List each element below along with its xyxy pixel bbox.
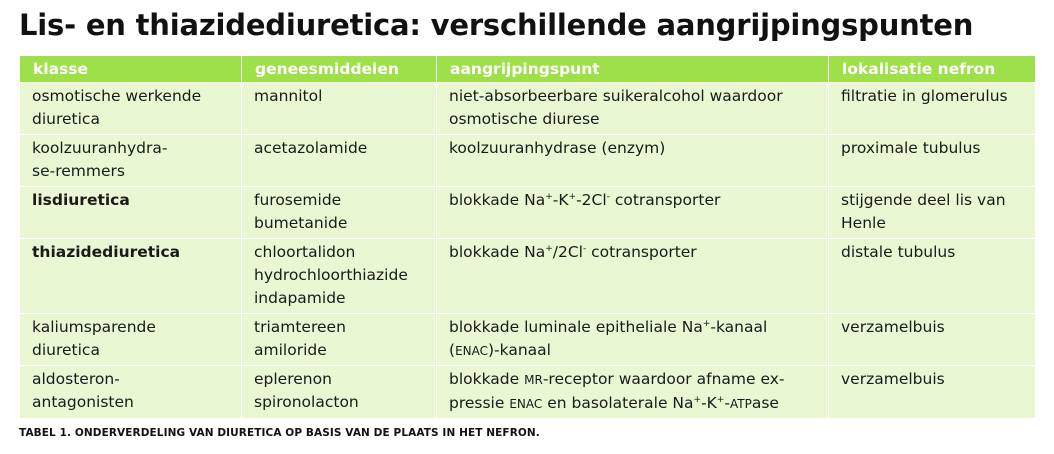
cell-line: bumetanide: [254, 214, 348, 232]
cell-line: spironolacton: [254, 393, 359, 411]
header-lokalisatie-nefron: lokalisatie nefron: [829, 56, 1036, 83]
table-row: [20, 187, 1036, 239]
small-caps-text: MR: [524, 373, 543, 387]
table-row: [20, 135, 1036, 187]
cell-aangrijpingspunt: [437, 239, 829, 314]
cell-aangrijpingspunt: [437, 187, 829, 239]
small-caps-text: ATP: [729, 397, 752, 411]
text-fragment: -receptor waardoor afname ex-: [542, 370, 785, 388]
cell-line: chloortalidon: [254, 243, 356, 261]
cell-lokalisatie: [829, 314, 1036, 366]
cell-line: furosemide: [254, 191, 342, 209]
cell-line: eplerenon: [254, 370, 332, 388]
cell-aangrijpingspunt: [437, 83, 829, 135]
text-fragment: )-kanaal: [488, 341, 551, 359]
cell-geneesmiddelen: [242, 187, 437, 239]
cell-klasse: [20, 239, 242, 314]
cell-lokalisatie: [829, 239, 1036, 314]
table-caption: TABEL 1. ONDERVERDELING VAN DIURETICA OP BASIS VAN DE PLAATS IN HET NEFRON.: [19, 427, 540, 439]
cell-line: thiazidediuretica: [32, 243, 181, 261]
cell-line: acetazolamide: [254, 139, 368, 157]
header-aangrijpingspunt: aangrijpingspunt: [437, 56, 829, 83]
cell-geneesmiddelen: [242, 314, 437, 366]
superscript: -: [606, 192, 610, 202]
cell-line: antagonisten: [32, 393, 134, 411]
cell-line: [449, 392, 822, 416]
text-fragment: en basolaterale Na: [542, 394, 694, 412]
text-fragment: /2Cl: [552, 243, 583, 261]
cell-line: osmotische diurese: [449, 110, 600, 128]
text-fragment: pressie: [449, 394, 510, 412]
table-row: [20, 314, 1036, 366]
cell-line: [449, 339, 822, 363]
superscript: -: [582, 244, 587, 254]
cell-line: [449, 316, 822, 339]
superscript: +: [545, 192, 553, 202]
table-row: [20, 239, 1036, 314]
cell-line: amiloride: [254, 341, 327, 359]
cell-line: indapamide: [254, 289, 346, 307]
text-fragment: -: [724, 394, 730, 412]
cell-line: aldosteron-: [32, 370, 120, 388]
superscript: +: [568, 192, 577, 202]
text-fragment: ase: [751, 394, 779, 412]
cell-klasse: [20, 187, 242, 239]
cell-geneesmiddelen: [242, 83, 437, 135]
cell-line: [449, 368, 822, 392]
cell-lokalisatie: [829, 187, 1036, 239]
cell-aangrijpingspunt: [437, 314, 829, 366]
cell-lokalisatie: [829, 366, 1036, 419]
cell-line: Henle: [841, 214, 886, 232]
superscript: +: [716, 395, 725, 405]
cell-line: niet-absorbeerbare suikeralcohol waardoor: [449, 87, 783, 105]
cell-lokalisatie: [829, 83, 1036, 135]
cell-line: triamtereen: [254, 318, 346, 336]
superscript: +: [545, 244, 553, 254]
cell-line: [449, 189, 822, 212]
text-fragment: -2Cl: [576, 191, 607, 209]
cell-klasse: [20, 83, 242, 135]
header-klasse: klasse: [20, 56, 242, 83]
superscript: +: [693, 395, 702, 405]
table-row: [20, 83, 1036, 135]
cell-line: mannitol: [254, 87, 323, 105]
cell-line: distale tubulus: [841, 243, 956, 261]
small-caps-text: ENAC: [509, 397, 543, 411]
page-title: Lis- en thiazidediuretica: verschillende aangrijpingspunten: [19, 8, 974, 42]
cell-line: [449, 241, 822, 264]
cell-klasse: [20, 366, 242, 419]
cell-geneesmiddelen: [242, 366, 437, 419]
cell-line: proximale tubulus: [841, 139, 981, 157]
cell-geneesmiddelen: [242, 239, 437, 314]
text-fragment: blokkade Na: [449, 243, 546, 261]
cell-line: verzamelbuis: [841, 318, 945, 336]
cell-line: diuretica: [32, 110, 100, 128]
cell-line: diuretica: [32, 341, 100, 359]
cell-line: osmotische werkende: [32, 87, 202, 105]
cell-geneesmiddelen: [242, 135, 437, 187]
cell-line: filtratie in glomerulus: [841, 87, 1008, 105]
text-fragment: -kanaal: [710, 318, 768, 336]
cell-line: lisdiuretica: [32, 191, 130, 209]
table-header-row: [20, 56, 1036, 83]
cell-aangrijpingspunt: [437, 135, 829, 187]
cell-line: kaliumsparende: [32, 318, 156, 336]
cell-line: koolzuuranhydrase (enzym): [449, 139, 666, 157]
text-fragment: blokkade Na: [449, 191, 546, 209]
text-fragment: -K: [701, 394, 717, 412]
cell-aangrijpingspunt: [437, 366, 829, 419]
text-fragment: (: [449, 341, 456, 359]
cell-klasse: [20, 135, 242, 187]
text-fragment: cotransporter: [609, 191, 721, 209]
cell-line: hydrochloorthiazide: [254, 266, 408, 284]
cell-line: koolzuuranhydra-: [32, 139, 168, 157]
text-fragment: blokkade: [449, 370, 525, 388]
cell-line: stijgende deel lis van: [841, 191, 1006, 209]
header-geneesmiddelen: geneesmiddelen: [242, 56, 437, 83]
cell-klasse: [20, 314, 242, 366]
cell-line: se-remmers: [32, 162, 125, 180]
text-fragment: cotransporter: [586, 243, 697, 261]
text-fragment: blokkade luminale epitheliale Na: [449, 318, 703, 336]
text-fragment: -K: [552, 191, 569, 209]
table-row: [20, 366, 1036, 419]
small-caps-text: ENAC: [455, 344, 488, 358]
diuretica-table: [19, 56, 1036, 419]
cell-lokalisatie: [829, 135, 1036, 187]
cell-line: verzamelbuis: [841, 370, 945, 388]
superscript: +: [702, 319, 711, 329]
